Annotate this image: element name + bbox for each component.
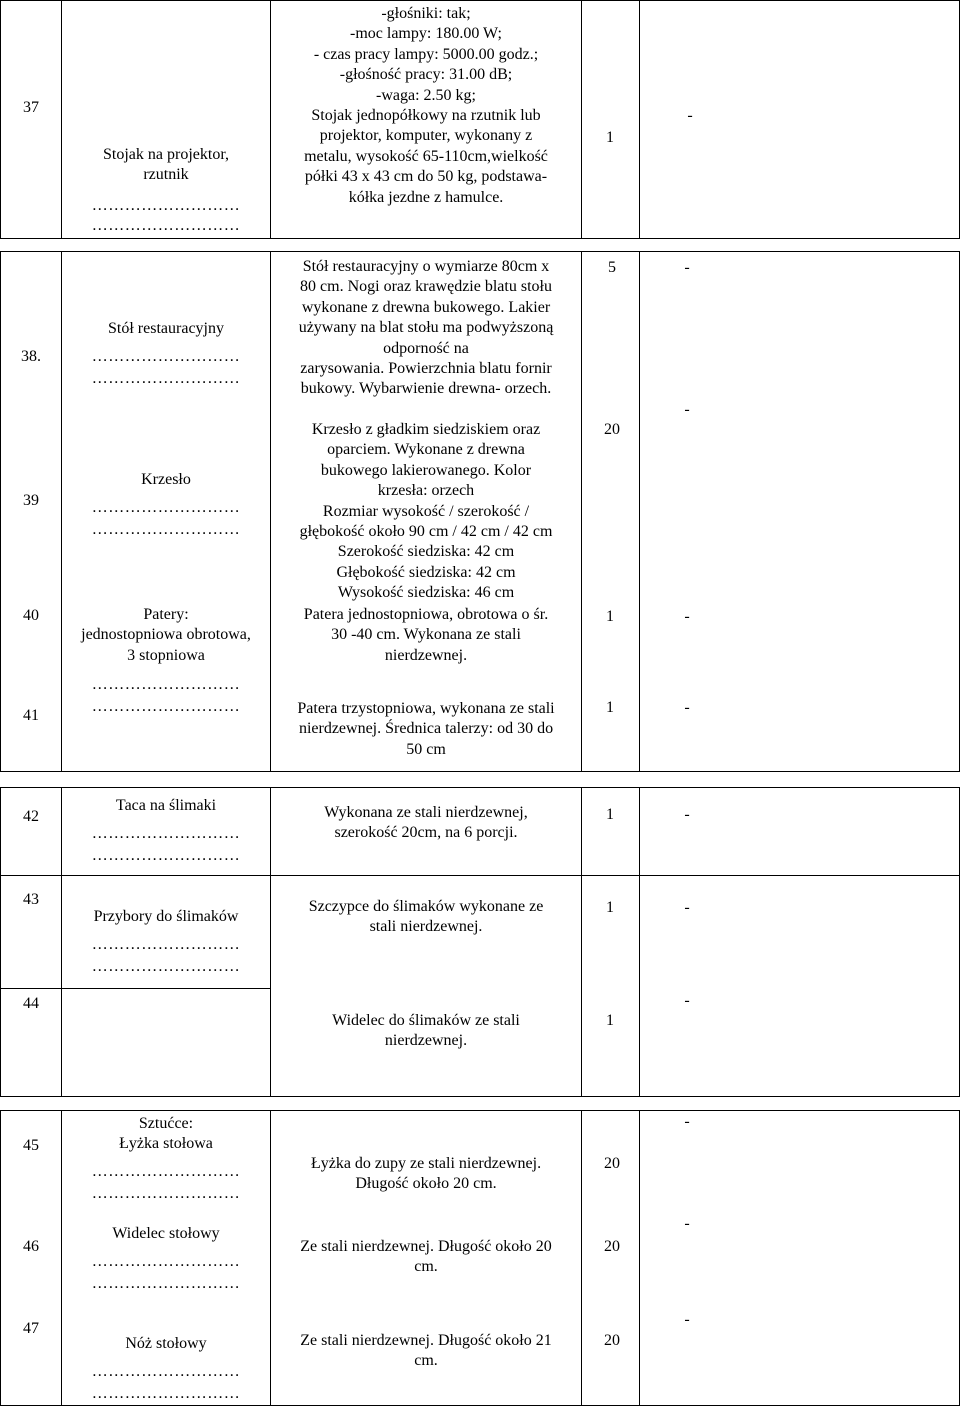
dotted-line: ………………………	[91, 1253, 241, 1270]
dotted-line: ………………………	[91, 1163, 241, 1180]
item-dash: -	[687, 107, 693, 124]
item-quantity: 20	[604, 1238, 620, 1255]
item-dash: -	[684, 608, 690, 625]
dotted-line: ………………………	[91, 1385, 241, 1402]
item-name: Sztućce: Łyżka stołowa	[119, 1115, 213, 1153]
dotted-line: ………………………	[91, 370, 241, 387]
table-border	[0, 1096, 960, 1097]
dotted-line: ………………………	[91, 936, 241, 953]
table-border	[0, 771, 960, 772]
dotted-line: ………………………	[91, 825, 241, 842]
table-border	[0, 0, 960, 1]
row-number: 39	[23, 492, 39, 509]
table-border	[0, 988, 270, 989]
row-number: 47	[23, 1320, 39, 1337]
row-number: 46	[23, 1238, 39, 1255]
item-dash: -	[684, 899, 690, 916]
item-description: Patera trzystopniowa, wykonana ze stali nierdzewnej. Średnica talerzy: od 30 do 50 cm	[297, 700, 555, 758]
item-description: Ze stali nierdzewnej. Długość około 20 cm.	[300, 1238, 552, 1276]
dotted-line: ………………………	[91, 1185, 241, 1202]
item-quantity: 20	[604, 1155, 620, 1172]
row-number: 38.	[21, 348, 41, 365]
dotted-line: ………………………	[91, 698, 241, 715]
item-description: Ze stali nierdzewnej. Długość około 21 cm.	[300, 1332, 552, 1370]
dotted-line: ………………………	[91, 499, 241, 516]
item-description: Widelec do ślimaków ze stali nierdzewnej.	[332, 1012, 520, 1050]
item-name: Nóż stołowy	[125, 1335, 207, 1352]
dotted-line: ………………………	[91, 958, 241, 975]
item-description: -głośniki: tak; -moc lampy: 180.00 W; - czas pracy lampy: 5000.00 godz.; -głośność pracy: 31.00 dB; -waga: 2.50 kg; Stojak jednopółkowy na rzutnik lub projektor, komputer, wykonany z metalu, wysokość 65-110cm,wielkość półki 43 x 43 cm do 50 kg, podstawa- kółka jezdne z hamulce.	[304, 5, 548, 206]
dotted-line: ………………………	[91, 197, 241, 214]
item-quantity: 1	[606, 608, 614, 625]
item-dash: -	[684, 699, 690, 716]
table-border	[0, 875, 960, 876]
item-name: Stojak na projektor, rzutnik	[103, 146, 229, 184]
item-dash: -	[684, 1215, 690, 1232]
item-name: Taca na ślimaki	[115, 797, 217, 814]
item-dash: -	[684, 259, 690, 276]
item-description: Łyżka do zupy ze stali nierdzewnej. Długość około 20 cm.	[310, 1155, 542, 1193]
table-border	[0, 251, 960, 252]
item-name: Widelec stołowy	[112, 1225, 220, 1242]
item-name: Krzesło	[141, 471, 191, 488]
item-dash: -	[684, 992, 690, 1009]
row-number: 40	[23, 607, 39, 624]
row-number: 44	[23, 995, 39, 1012]
item-quantity: 1	[606, 1012, 614, 1029]
item-dash: -	[684, 1311, 690, 1328]
item-description: Krzesło z gładkim siedziskiem oraz oparciem. Wykonane z drewna bukowego lakierowanego. Kolor krzesła: orzech Rozmiar wysokość / szerokość / głębokość około 90 cm / 42 cm / 42 cm Szerokość siedziska: 42 cm Głębokość siedziska: 42 cm Wysokość siedziska: 46 cm	[299, 421, 553, 602]
dotted-line: ………………………	[91, 348, 241, 365]
table-border	[0, 238, 960, 239]
item-description: Szczypce do ślimaków wykonane ze stali nierdzewnej.	[308, 898, 544, 936]
item-name: Patery: jednostopniowa obrotowa, 3 stopniowa	[81, 606, 251, 664]
row-number: 45	[23, 1137, 39, 1154]
item-quantity: 1	[606, 899, 614, 916]
dotted-line: ………………………	[91, 521, 241, 538]
item-quantity: 1	[606, 129, 614, 146]
item-dash: -	[684, 401, 690, 418]
item-quantity: 1	[606, 699, 614, 716]
item-description: Stół restauracyjny o wymiarze 80cm x 80 cm. Nogi oraz krawędzie blatu stołu wykonane z drewna bukowego. Lakier używany na blat stołu ma podwyższoną odporność na zarysowania. Powierzchnia blatu fornir bukowy. Wybarwienie drewna- orzech.	[298, 258, 554, 398]
item-description: Wykonana ze stali nierdzewnej, szerokość 20cm, na 6 porcji.	[324, 804, 528, 842]
dotted-line: ………………………	[91, 847, 241, 864]
item-quantity: 5	[608, 259, 616, 276]
item-dash: -	[684, 806, 690, 823]
item-dash: -	[684, 1113, 690, 1130]
item-name: Przybory do ślimaków	[93, 908, 239, 925]
dotted-line: ………………………	[91, 1275, 241, 1292]
table-border	[0, 1110, 960, 1111]
table-border	[0, 787, 960, 788]
dotted-line: ………………………	[91, 217, 241, 234]
row-number: 41	[23, 707, 39, 724]
item-quantity: 20	[604, 1332, 620, 1349]
dotted-line: ………………………	[91, 676, 241, 693]
row-number: 43	[23, 891, 39, 908]
row-number: 42	[23, 808, 39, 825]
item-name: Stół restauracyjny	[108, 320, 224, 337]
item-quantity: 1	[606, 806, 614, 823]
dotted-line: ………………………	[91, 1363, 241, 1380]
item-description: Patera jednostopniowa, obrotowa o śr. 30 -40 cm. Wykonana ze stali nierdzewnej.	[303, 606, 549, 664]
row-number: 37	[23, 99, 39, 116]
item-quantity: 20	[604, 421, 620, 438]
